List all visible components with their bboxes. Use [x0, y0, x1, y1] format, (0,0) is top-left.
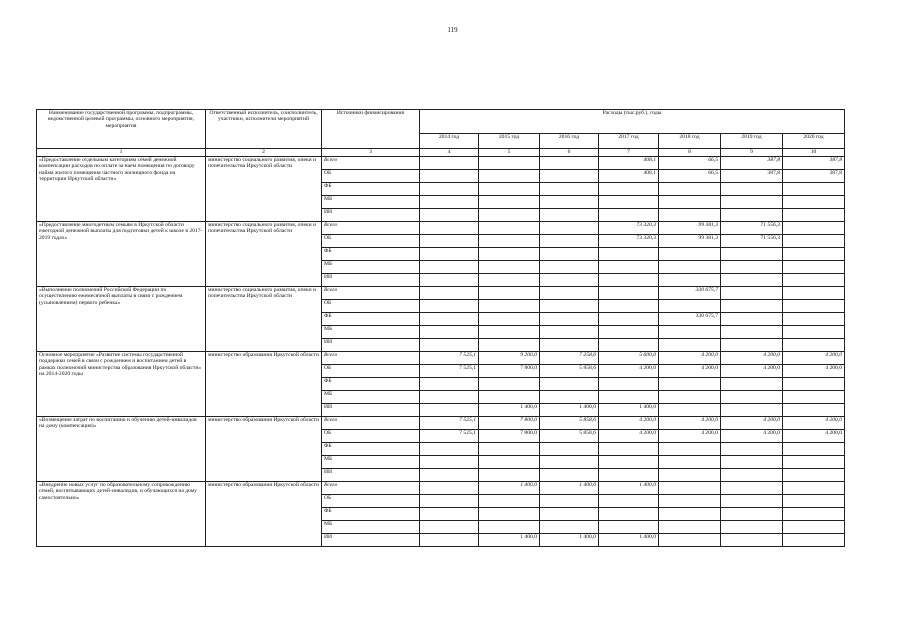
expense-value [721, 209, 783, 222]
expense-value: 1 400,0 [599, 404, 659, 417]
expense-value [783, 326, 845, 339]
expense-value: 408,1 [599, 157, 659, 170]
expense-value [479, 248, 540, 261]
expense-value [540, 508, 599, 521]
expense-value [783, 222, 845, 235]
table-row [37, 482, 845, 495]
expense-value: 7 800,0 [479, 430, 540, 443]
expense-value [721, 534, 783, 547]
table-row [37, 222, 845, 235]
expense-value [540, 222, 599, 235]
expense-value [659, 274, 721, 287]
header-executor: Ответственный исполнитель, соисполнитель, участники, исполнители мероприятий [206, 110, 322, 149]
column-number: 10 [783, 149, 845, 157]
expense-value [479, 235, 540, 248]
expense-value: 4 200,0 [721, 365, 783, 378]
expense-value: 71 556,3 [721, 222, 783, 235]
expense-value [479, 196, 540, 209]
expense-value [721, 313, 783, 326]
expense-value [783, 196, 845, 209]
expense-value [479, 300, 540, 313]
expense-value [540, 521, 599, 534]
activity-name: «Внедрение новых услуг по образовательному сопровождению семей, воспитывающих детей-инвалидов, и обучающихся на дому самостоятельно» [37, 482, 206, 547]
expense-value: 4 200,0 [659, 430, 721, 443]
expense-value [599, 274, 659, 287]
expense-value [721, 469, 783, 482]
expense-value [599, 183, 659, 196]
expense-value [420, 222, 479, 235]
budget-table [36, 109, 845, 547]
expense-value: 66,5 [659, 157, 721, 170]
expense-value [420, 482, 479, 495]
table-row [37, 157, 845, 170]
expense-value [783, 534, 845, 547]
expense-value [479, 495, 540, 508]
expense-value: 5 858,6 [540, 365, 599, 378]
expense-value [783, 248, 845, 261]
expense-value [659, 378, 721, 391]
expense-value: 4 200,0 [659, 365, 721, 378]
expense-value [783, 261, 845, 274]
expense-value: 1 400,0 [540, 534, 599, 547]
expense-value [721, 196, 783, 209]
header-year: 2019 год [721, 134, 783, 149]
activity-executor: министерство образования Иркутской области [206, 482, 322, 547]
expense-value [599, 248, 659, 261]
expense-value [420, 235, 479, 248]
expense-value [540, 339, 599, 352]
expense-value [420, 495, 479, 508]
expense-value [783, 313, 845, 326]
expense-value: 7 525,1 [420, 352, 479, 365]
expense-value [540, 300, 599, 313]
expense-value: 7 525,1 [420, 365, 479, 378]
funding-source: ФБ [322, 183, 420, 196]
expense-value [540, 157, 599, 170]
expense-value: 5 600,0 [599, 352, 659, 365]
expense-value: 9 200,0 [479, 352, 540, 365]
expense-value [479, 274, 540, 287]
funding-source: ФБ [322, 313, 420, 326]
funding-source: ОБ [322, 430, 420, 443]
activity-executor: министерство образования Иркутской области [206, 417, 322, 482]
expense-value [659, 443, 721, 456]
expense-value [783, 391, 845, 404]
funding-source: МБ [322, 326, 420, 339]
header-program: Наименование государственной программы, подпрограммы, ведомственной целевой программы, основного мероприятия, мероприятия [37, 110, 206, 149]
activity-name: Основное мероприятие «Развитие системы государственной поддержки семей в связи с рождением и воспитанием детей в рамках полномочий министерства образования Иркутской области» на 2014-2020 годы [37, 352, 206, 417]
expense-value [420, 443, 479, 456]
funding-source: ИИ [322, 469, 420, 482]
expense-value [479, 443, 540, 456]
expense-value [420, 300, 479, 313]
expense-value [721, 391, 783, 404]
expense-value [420, 274, 479, 287]
funding-source: ИИ [322, 209, 420, 222]
expense-value [540, 196, 599, 209]
expense-value [420, 391, 479, 404]
expense-value [599, 443, 659, 456]
expense-value [721, 495, 783, 508]
expense-value [540, 287, 599, 300]
column-number: 2 [206, 149, 322, 157]
activity-name: «Выполнение полномочий Российской Федерации по осуществлению ежемесячной выплаты в связи с рождением (усыновлением) первого ребенка» [37, 287, 206, 352]
funding-source: ФБ [322, 508, 420, 521]
expense-value [540, 261, 599, 274]
funding-source: ФБ [322, 248, 420, 261]
expense-value [599, 196, 659, 209]
expense-value [479, 339, 540, 352]
expense-value [599, 300, 659, 313]
expense-value [721, 274, 783, 287]
expense-value [659, 391, 721, 404]
expense-value: 7 525,1 [420, 417, 479, 430]
expense-value: 330 675,7 [659, 287, 721, 300]
expense-value [540, 209, 599, 222]
table-row [37, 287, 845, 300]
funding-source: Всего [322, 287, 420, 300]
page-number: 119 [447, 26, 458, 34]
expense-value [783, 404, 845, 417]
expense-value [540, 326, 599, 339]
expense-value [721, 339, 783, 352]
expense-value [420, 313, 479, 326]
table-row [37, 352, 845, 365]
expense-value: 330 675,7 [659, 313, 721, 326]
column-number: 1 [37, 149, 206, 157]
expense-value: 408,1 [599, 170, 659, 183]
expense-value [659, 508, 721, 521]
expense-value: 4 200,0 [599, 430, 659, 443]
header-year: 2018 год [659, 134, 721, 149]
expense-value: 99 381,3 [659, 235, 721, 248]
expense-value: 5 858,6 [540, 417, 599, 430]
activity-executor: министерство социального развития, опеки и попечительства Иркутской области [206, 157, 322, 222]
expense-value [659, 469, 721, 482]
expense-value: 4 200,0 [721, 417, 783, 430]
expense-value [479, 521, 540, 534]
expense-value [783, 482, 845, 495]
funding-source: Всего [322, 352, 420, 365]
header-source: Источники финансирования [322, 110, 420, 149]
header-expenses: Расходы (тыс.руб.), годы [420, 110, 845, 134]
funding-source: ОБ [322, 365, 420, 378]
expense-value [540, 248, 599, 261]
expense-value [479, 378, 540, 391]
funding-source: МБ [322, 261, 420, 274]
expense-value [420, 339, 479, 352]
expense-value [659, 495, 721, 508]
expense-value: 387,8 [721, 157, 783, 170]
expense-value [721, 456, 783, 469]
funding-source: ФБ [322, 443, 420, 456]
expense-value [599, 209, 659, 222]
funding-source: Всего [322, 482, 420, 495]
expense-value [599, 326, 659, 339]
expense-value [420, 183, 479, 196]
expense-value [420, 508, 479, 521]
expense-value [420, 287, 479, 300]
column-number: 6 [540, 149, 599, 157]
expense-value [479, 456, 540, 469]
expense-value: 7 525,1 [420, 430, 479, 443]
expense-value [783, 287, 845, 300]
expense-value [479, 326, 540, 339]
expense-value: 1 400,0 [540, 482, 599, 495]
expense-value [721, 300, 783, 313]
expense-value: 387,8 [783, 157, 845, 170]
expense-value [540, 456, 599, 469]
expense-value [783, 235, 845, 248]
expense-value [721, 404, 783, 417]
expense-value [540, 183, 599, 196]
expense-value [479, 222, 540, 235]
expense-value [659, 326, 721, 339]
expense-value: 4 200,0 [721, 352, 783, 365]
expense-value [599, 469, 659, 482]
expense-value [659, 209, 721, 222]
expense-value: 1 400,0 [479, 482, 540, 495]
expense-value [479, 508, 540, 521]
header-year: 2017 год [599, 134, 659, 149]
expense-value [783, 300, 845, 313]
header-year: 2014 год [420, 134, 479, 149]
expense-value [783, 339, 845, 352]
expense-value: 5 858,6 [540, 430, 599, 443]
activity-name: «Предоставление отдельным категориям семей денежной компенсации расходов по оплате за наем помещения по договору найма жилого помещения частного жилищного фонда на территории Иркутской области» [37, 157, 206, 222]
expense-value [599, 456, 659, 469]
expense-value [659, 196, 721, 209]
expense-value [479, 157, 540, 170]
expense-value: 1 400,0 [540, 404, 599, 417]
expense-value: 73 320,3 [599, 222, 659, 235]
funding-source: МБ [322, 521, 420, 534]
header-year: 2020 год [783, 134, 845, 149]
expense-value [599, 313, 659, 326]
expense-value [659, 482, 721, 495]
expense-value: 4 200,0 [721, 430, 783, 443]
expense-value [783, 443, 845, 456]
expense-value [540, 313, 599, 326]
funding-source: Всего [322, 157, 420, 170]
expense-value [599, 521, 659, 534]
funding-source: ИИ [322, 534, 420, 547]
expense-value [599, 339, 659, 352]
funding-source: ФБ [322, 378, 420, 391]
activity-executor: министерство социального развития, опеки и попечительства Иркутской области [206, 287, 322, 352]
expense-value [540, 469, 599, 482]
funding-source: МБ [322, 456, 420, 469]
expense-value: 4 200,0 [783, 430, 845, 443]
expense-value [540, 443, 599, 456]
expense-value [479, 391, 540, 404]
expense-value [420, 196, 479, 209]
expense-value [599, 378, 659, 391]
column-number: 9 [721, 149, 783, 157]
activity-name: «Возмещение затрат по воспитанию и обучению детей-инвалидов на дому (компенсация)» [37, 417, 206, 482]
expense-value [420, 261, 479, 274]
expense-value [479, 261, 540, 274]
funding-source: Всего [322, 417, 420, 430]
expense-value [599, 495, 659, 508]
funding-source: ОБ [322, 495, 420, 508]
expense-value [783, 495, 845, 508]
column-number: 3 [322, 149, 420, 157]
expense-value [659, 248, 721, 261]
expense-value: 4 200,0 [599, 365, 659, 378]
expense-value [783, 378, 845, 391]
expense-value: 73 320,3 [599, 235, 659, 248]
expense-value: 1 400,0 [479, 534, 540, 547]
expense-value [479, 469, 540, 482]
expense-value [783, 508, 845, 521]
expense-value: 4 200,0 [659, 352, 721, 365]
expense-value [540, 378, 599, 391]
funding-source: Всего [322, 222, 420, 235]
expense-value [659, 339, 721, 352]
expense-value [721, 261, 783, 274]
expense-value: 4 200,0 [659, 417, 721, 430]
expense-value [721, 378, 783, 391]
expense-value: 71 556,3 [721, 235, 783, 248]
expense-value [599, 391, 659, 404]
expense-value [479, 170, 540, 183]
expense-value [783, 183, 845, 196]
expense-value [420, 469, 479, 482]
funding-source: МБ [322, 391, 420, 404]
column-number: 4 [420, 149, 479, 157]
funding-source: МБ [322, 196, 420, 209]
column-number: 5 [479, 149, 540, 157]
expense-value [479, 209, 540, 222]
expense-value [420, 326, 479, 339]
expense-value [540, 495, 599, 508]
expense-value [783, 521, 845, 534]
expense-value: 4 200,0 [599, 417, 659, 430]
expense-value [420, 456, 479, 469]
expense-value [479, 313, 540, 326]
expense-value [721, 248, 783, 261]
expense-value: 4 200,0 [783, 365, 845, 378]
expense-value [540, 391, 599, 404]
expense-value [659, 534, 721, 547]
expense-value [599, 287, 659, 300]
expense-value [420, 170, 479, 183]
expense-value [721, 287, 783, 300]
expense-value [721, 443, 783, 456]
expense-value [540, 235, 599, 248]
funding-source: ИИ [322, 339, 420, 352]
activity-executor: министерство образования Иркутской области [206, 352, 322, 417]
expense-value [420, 404, 479, 417]
expense-value: 1 400,0 [599, 482, 659, 495]
expense-value: 387,8 [783, 170, 845, 183]
funding-source: ИИ [322, 404, 420, 417]
column-number: 8 [659, 149, 721, 157]
expense-value [479, 287, 540, 300]
expense-value [783, 274, 845, 287]
header-year: 2016 год [540, 134, 599, 149]
activity-executor: министерство социального развития, опеки и попечительства Иркутской области [206, 222, 322, 287]
expense-value: 7 800,0 [479, 365, 540, 378]
column-number: 7 [599, 149, 659, 157]
expense-value [420, 248, 479, 261]
expense-value: 4 200,0 [783, 352, 845, 365]
expense-value [540, 170, 599, 183]
expense-value [721, 508, 783, 521]
expense-value [783, 469, 845, 482]
expense-value [420, 209, 479, 222]
expense-value [659, 404, 721, 417]
expense-value: 7 258,6 [540, 352, 599, 365]
expense-value [659, 183, 721, 196]
expense-value [659, 521, 721, 534]
expense-value [659, 456, 721, 469]
table-row [37, 417, 845, 430]
expense-value: 7 800,0 [479, 417, 540, 430]
expense-value [420, 534, 479, 547]
funding-source: ОБ [322, 300, 420, 313]
expense-value [540, 274, 599, 287]
expense-value [420, 157, 479, 170]
header-year: 2015 год [479, 134, 540, 149]
expense-value [721, 521, 783, 534]
expense-value [659, 261, 721, 274]
expense-value: 387,8 [721, 170, 783, 183]
expense-value [599, 508, 659, 521]
expense-value [783, 456, 845, 469]
funding-source: ОБ [322, 170, 420, 183]
expense-value [420, 378, 479, 391]
funding-source: ИИ [322, 274, 420, 287]
expense-value [721, 326, 783, 339]
expense-value: 99 381,3 [659, 222, 721, 235]
expense-value [420, 521, 479, 534]
expense-value [479, 183, 540, 196]
expense-value [783, 209, 845, 222]
expense-value [721, 183, 783, 196]
expense-value: 1 400,0 [599, 534, 659, 547]
expense-value [659, 300, 721, 313]
expense-value: 66,5 [659, 170, 721, 183]
expense-value [599, 261, 659, 274]
activity-name: «Предоставление многодетным семьям в Иркутской области ежегодной денежной выплаты для подготовки детей к школе в 2017-2019 годах» [37, 222, 206, 287]
expense-value: 4 200,0 [783, 417, 845, 430]
funding-source: ОБ [322, 235, 420, 248]
expense-value: 1 400,0 [479, 404, 540, 417]
expense-value [721, 482, 783, 495]
